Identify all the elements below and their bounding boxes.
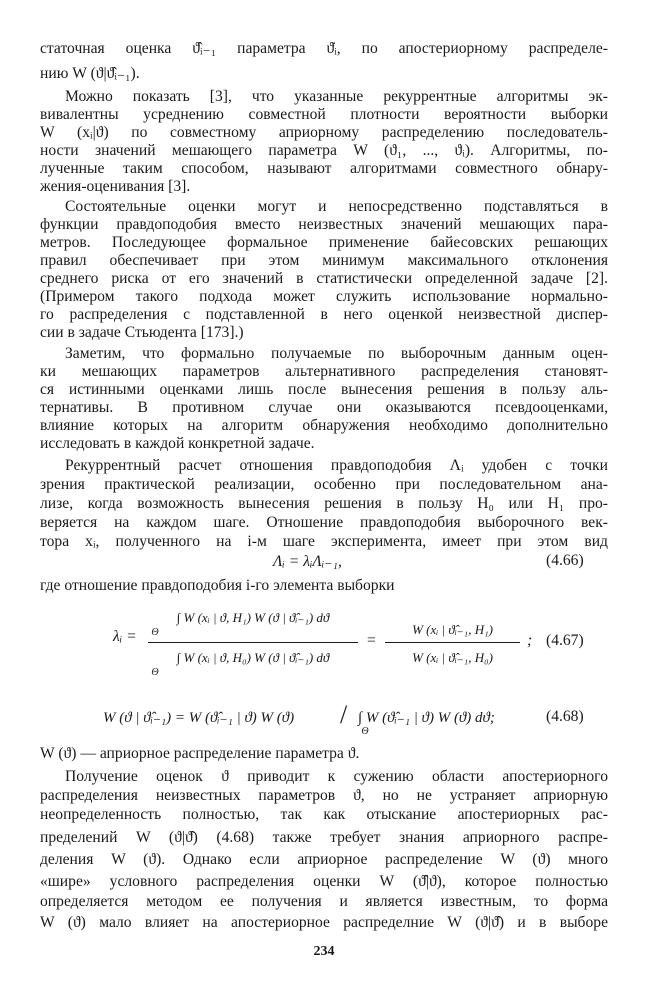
integral-subscript: Θ (151, 627, 159, 638)
equation-4-68-left: W (ϑ | ϑ̂ᵢ₋₁) = W (ϑ̂ᵢ₋₁ | ϑ) W (ϑ) (103, 710, 295, 726)
text-line: ности значений мешающего параметра W (ϑ₁, ..., ϑᵢ). Алгоритмы, по- (40, 142, 608, 159)
division-slash: / (340, 700, 348, 729)
text-line: зрения практической реализации, особенно при последовательном ана- (40, 476, 608, 493)
text-line: деления W (ϑ). Однако если априорное распределение W (ϑ) много (40, 851, 608, 868)
integral-subscript: Θ (361, 726, 369, 737)
equals-sign: = (366, 632, 377, 649)
text-line: W (xᵢ|ϑ) по совместному априорному распределению последователь- (40, 124, 608, 141)
text-line: Состоятельные оценки могут и непосредственно подставляться в (65, 198, 608, 215)
text-line: ся истинными оценками лишь после вынесения решения в пользу аль- (40, 381, 608, 398)
text-line: правил обеспечивает при этом минимум максимального отклонения (40, 252, 608, 269)
text-line: лизе, когда возможность вынесения решения в пользу H₀ или H₁ про- (40, 495, 608, 512)
text-line: Получение оценок ϑ приводит к сужению области апостериорного (65, 768, 608, 785)
fraction-numerator: ∫ W (xᵢ | ϑ, H₁) W (ϑ | ϑ̂ᵢ₋₁) dϑ (176, 610, 330, 625)
text-line: Рекуррентный расчет отношения правдоподобия Λᵢ удобен с точки (65, 457, 608, 474)
text-line: лученные таким способом, называют алгоритмами совместного обнару- (40, 160, 608, 177)
text-line: метров. Последующее формальное применение байесовских решающих (40, 234, 608, 251)
fraction-denominator: W (xᵢ | ϑ̂ᵢ₋₁, H₀) (412, 650, 493, 665)
text-line: тернативы. В противном случае они оказываются псевдооценками, (40, 399, 608, 416)
text-line: где отношение правдоподобия i-го элемента выборки (40, 577, 395, 594)
fraction-bar (385, 642, 520, 643)
text-line: исследовать в каждой конкретной задаче. (40, 435, 315, 452)
equation-4-67-lhs: λᵢ = (113, 628, 137, 645)
text-line: ки мешающих параметров альтернативного распределения становят- (40, 363, 608, 380)
semicolon: ; (527, 632, 533, 649)
text-line: статочная оценка ϑ̂ᵢ₋₁ параметра ϑ̇ᵢ, по апостериорному распределе- (40, 40, 608, 57)
text-line: нию W (ϑ|ϑ̂ᵢ₋₁). (40, 65, 140, 82)
text-line: W (ϑ) мало влияет на апостериорное распределние W (ϑ|ϑ̂) и в выборе (40, 914, 608, 931)
text-line: Заметим, что формально получаемые по выборочным данным оцен- (65, 345, 608, 362)
page-number: 234 (313, 944, 335, 959)
text-line: «шире» условного распределения оценки W (ϑ̂|ϑ), которое полностью (40, 873, 608, 890)
fraction-bar (148, 642, 358, 643)
text-line: го распределения с подставленной в него оценкой неизвестной диспер- (40, 306, 608, 323)
equation-number: (4.67) (546, 632, 584, 649)
text-line: веряется на каждом шаге. Отношение правдоподобия выборочного век- (40, 514, 608, 531)
text-line: (Примером такого подхода может служить использование нормально- (40, 288, 608, 305)
equation-number: (4.68) (546, 708, 584, 725)
text-line: распределения неизвестных параметров ϑ, но не устраняет априорную (40, 787, 608, 804)
fraction-denominator: ∫ W (xᵢ | ϑ, H₀) W (ϑ | ϑ̂ᵢ₋₁) dϑ (176, 650, 330, 665)
text-line: вивалентны усреднению совместной плотности вероятности выборки (40, 106, 608, 123)
text-line: влияние которых на алгоритм обнаружения необходимо дополнительно (40, 417, 608, 434)
equation-4-68-right: ∫ W (ϑ̂ᵢ₋₁ | ϑ) W (ϑ) dϑ; (358, 710, 495, 726)
text-line: жения-оценивания [3]. (40, 178, 191, 195)
equation-number: (4.66) (546, 552, 584, 569)
text-line: среднего риска от его значений в статистически определенной задаче [2]. (40, 270, 608, 287)
text-line: определяется методом ее получения и является известным, то форма (40, 893, 608, 910)
text-line: Можно показать [3], что указанные рекуррентные алгоритмы эк- (65, 88, 608, 105)
text-line: пределений W (ϑ|ϑ̂) (4.68) также требует знания априорного распре- (40, 829, 608, 846)
equation-4-66: Λᵢ = λᵢΛᵢ₋₁, (273, 553, 342, 570)
text-line: функции правдоподобия вместо неизвестных значений мешающих пара- (40, 216, 608, 233)
text-line: неопределенность полностью, так как отыскание апостериорных рас- (40, 806, 608, 823)
text-line: сии в задаче Стьюдента [173].) (40, 324, 244, 341)
fraction-numerator: W (xᵢ | ϑ̂ᵢ₋₁, H₁) (412, 622, 493, 637)
text-line: W (ϑ) — априорное распределение параметра ϑ. (40, 745, 360, 762)
integral-subscript: Θ (151, 667, 159, 678)
text-line: тора xᵢ, полученного на i-м шаге эксперимента, имеет при этом вид (40, 533, 608, 550)
